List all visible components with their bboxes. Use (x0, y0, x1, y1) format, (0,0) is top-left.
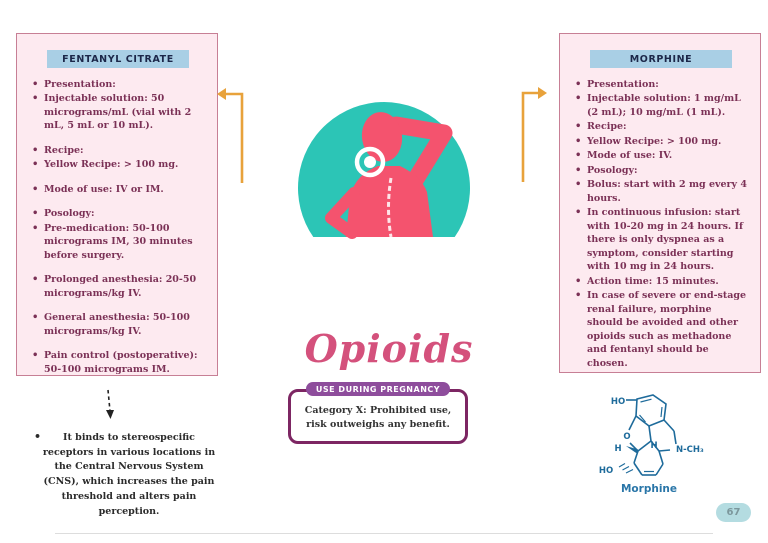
pregnancy-label: USE DURING PREGNANCY (306, 382, 450, 396)
bullet-item: • Posology: (574, 164, 748, 177)
arrow-right-icon (511, 84, 549, 186)
bullet-item: • Posology: (31, 207, 205, 220)
fentanyl-panel-title: FENTANYL CITRATE (47, 50, 189, 68)
atom-label: O (623, 432, 631, 442)
atom-label: H (614, 444, 622, 454)
dashed-down-arrow-icon (97, 388, 121, 422)
bullet-item: • In case of severe or end-stage renal failure, morphine should be avoided and other opioids such as methadone and fentanyl should be chosen. (574, 289, 748, 370)
atom-label: HO (610, 397, 626, 407)
morphine-bullet-list (574, 78, 748, 370)
morphine-structure-diagram (592, 389, 707, 497)
bullet-item: • Recipe: (574, 120, 748, 133)
page-title: Opioids (304, 326, 474, 372)
atom-label: HO (598, 466, 614, 476)
bullet-item: • General anesthesia: 50-100 micrograms/kg IV. (31, 311, 205, 338)
atom-label: H (650, 441, 658, 451)
bullet-item: • Recipe: (31, 144, 205, 157)
pregnancy-section (288, 382, 468, 444)
mechanism-note: It binds to stereospecific receptors in various locations in the Central Nervous System (CNS), which increases the pain threshold and alters pain perception. (42, 432, 216, 517)
atom-label: N-CH₃ (676, 445, 704, 455)
bullet-item: • Injectable solution: 1 mg/mL (2 mL); 10 mg/mL (1 mL). (574, 92, 748, 119)
bullet-group (31, 311, 205, 338)
fentanyl-bullet-list (31, 78, 205, 376)
structure-caption: Morphine (620, 483, 678, 495)
morphine-panel-title: MORPHINE (590, 50, 732, 68)
arrow-left-icon (216, 85, 250, 187)
bullet-item: • Pain control (postoperative): 50-100 micrograms IM. (31, 349, 205, 376)
bottom-divider (55, 533, 713, 534)
bullet-item: • Prolonged anesthesia: 20-50 micrograms/kg IV. (31, 273, 205, 300)
wedge-bond (626, 446, 638, 454)
bullet-item: • Pre-medication: 50-100 micrograms IM, 30 minutes before surgery. (31, 222, 205, 262)
bullet-item: • Injectable solution: 50 micrograms/mL (vial with 2 mL, 5 mL or 10 mL). (31, 92, 205, 132)
bullet-item: • Action time: 15 minutes. (574, 275, 748, 288)
fentanyl-panel (16, 33, 218, 376)
note-bullet: • (34, 430, 42, 443)
bullet-item: • In continuous infusion: start with 10-20 mg in 24 hours. If there is only dyspnea as a symptom, consider starting with 10 mg in 24 hours. (574, 206, 748, 273)
bullet-group (31, 349, 205, 376)
bullet-item: • Presentation: (574, 78, 748, 91)
bullet-group (574, 78, 748, 370)
pregnancy-category-text: Category X: Prohibited use, risk outweighs any benefit. (288, 389, 468, 444)
bullet-group (31, 183, 205, 196)
bullet-item: • Yellow Recipe: > 100 mg. (31, 158, 205, 171)
page-number-badge: 67 (716, 503, 751, 522)
bullet-item: • Mode of use: IV. (574, 149, 748, 162)
bullet-item: • Mode of use: IV or IM. (31, 183, 205, 196)
bullet-item: • Yellow Recipe: > 100 mg. (574, 135, 748, 148)
bullet-group (31, 144, 205, 172)
bullet-item: • Presentation: (31, 78, 205, 91)
bullet-group (31, 273, 205, 300)
bullet-group (31, 207, 205, 262)
back-pain-illustration (294, 100, 474, 240)
bullet-group (31, 78, 205, 133)
bullet-item: • Bolus: start with 2 mg every 4 hours. (574, 178, 748, 205)
morphine-panel (559, 33, 761, 373)
